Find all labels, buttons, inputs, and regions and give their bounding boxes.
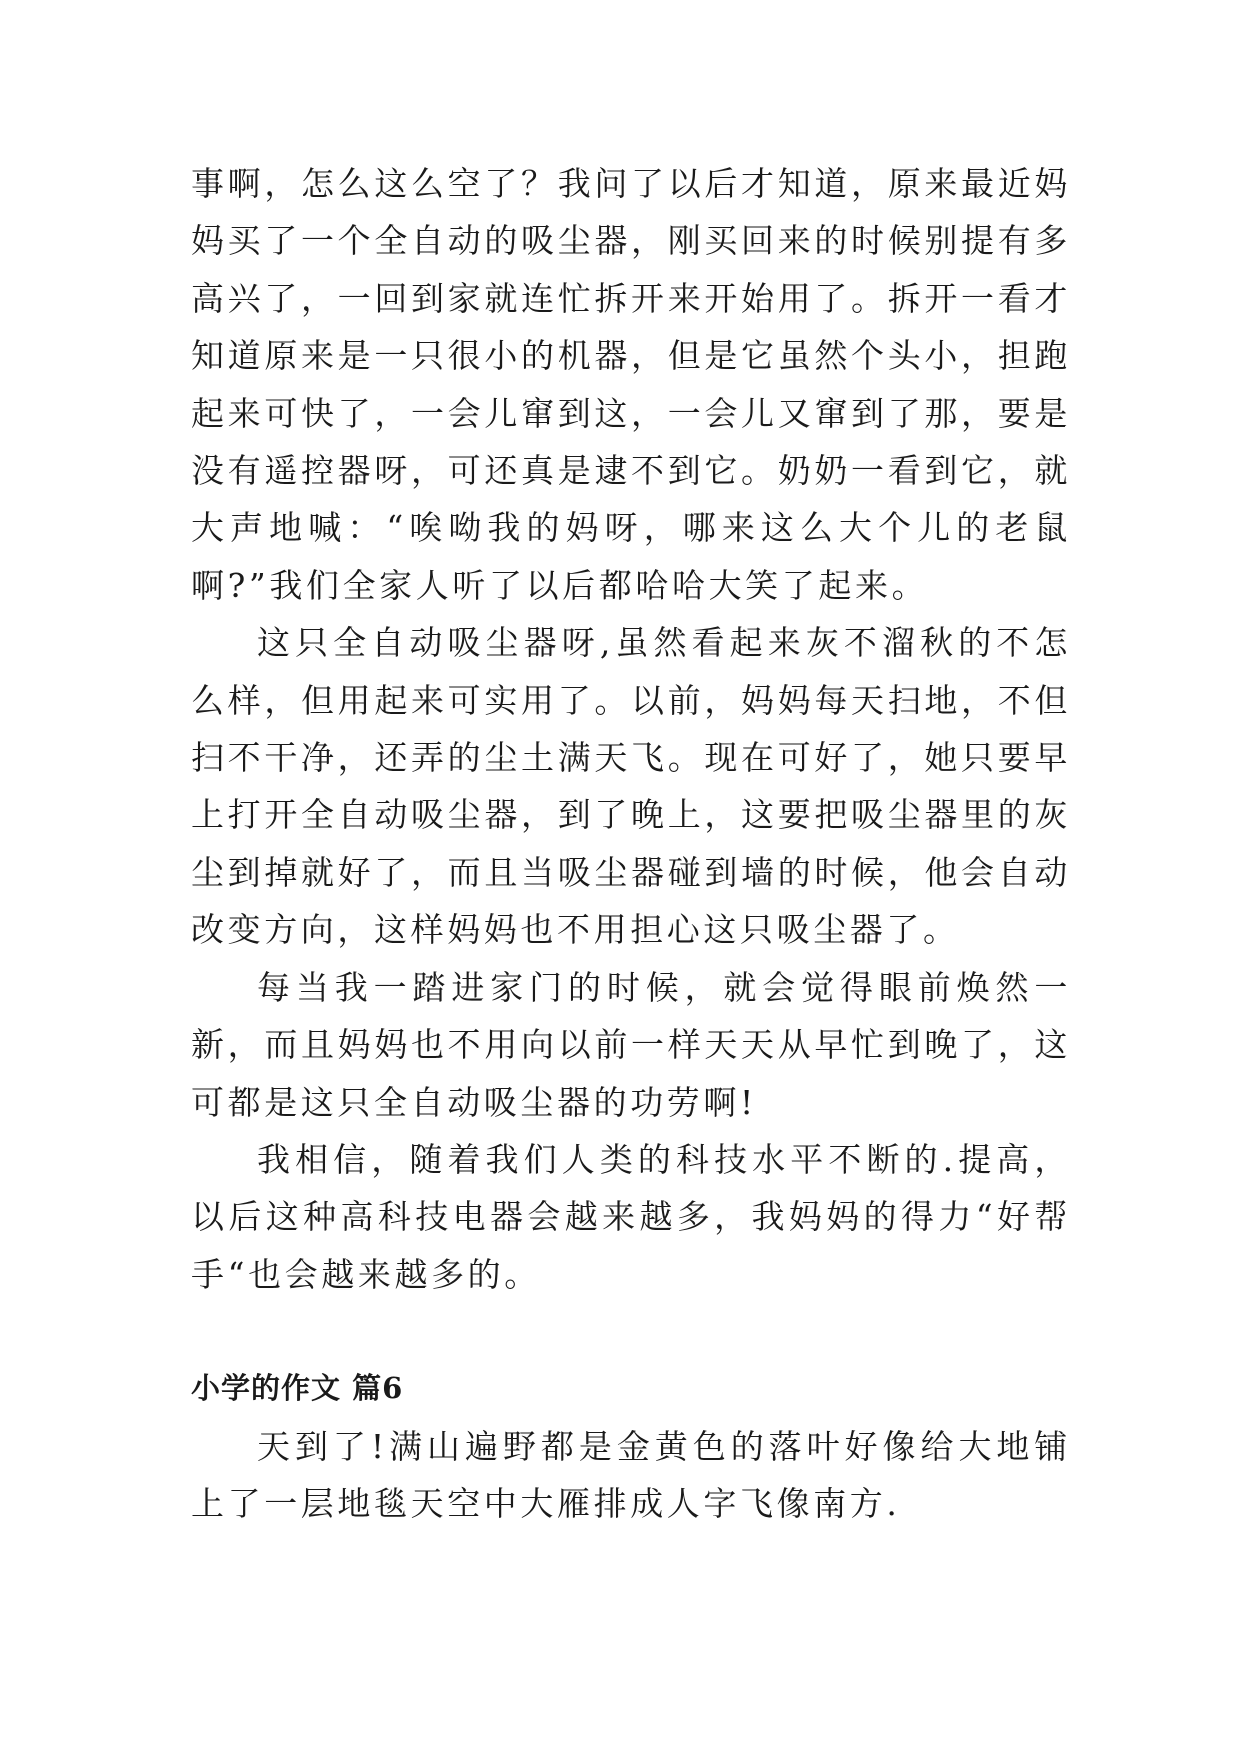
paragraph-4: 我相信，随着我们人类的科技水平不断的.提高，以后这种高科技电器会越来越多，我妈妈的得力“好帮手“也会越来越多的。 [191, 1139, 1071, 1294]
paragraph-1: 事啊，怎么这么空了？我问了以后才知道，原来最近妈妈买了一个全自动的吸尘器，刚买回来的时候别提有多高兴了，一回到家就连忙拆开来开始用了。拆开一看才知道原来是一只很小的机器，但是它虽然个头小，担跑起来可快了，一会儿窜到这，一会儿又窜到了那，要是没有遥控器呀，可还真是逮不到它。奶奶一看到它，就大声地喊：“唉呦我的妈呀，哪来这么大个儿的老鼠啊?”我们全家人听了以后都哈哈大笑了起来。 [191, 164, 1071, 605]
paragraph-2: 这只全自动吸尘器呀,虽然看起来灰不溜秋的不怎么样，但用起来可实用了。以前，妈妈每天扫地，不但扫不干净，还弄的尘土满天飞。现在可好了，她只要早上打开全自动吸尘器，到了晚上，这要把吸尘器里的灰尘到掉就好了，而且当吸尘器碰到墙的时候，他会自动改变方向，这样妈妈也不用担心这只吸尘器了。 [191, 623, 1071, 950]
paragraph-5: 天到了!满山遍野都是金黄色的落叶好像给大地铺上了一层地毯天空中大雁排成人字飞像南方. [191, 1426, 1071, 1523]
document-page [191, 155, 1071, 1532]
paragraph-3: 每当我一踏进家门的时候，就会觉得眼前焕然一新，而且妈妈也不用向以前一样天天从早忙到晚了，这可都是这只全自动吸尘器的功劳啊! [191, 967, 1071, 1122]
section-title: 小学的作文 篇6 [191, 1371, 404, 1406]
section-spacer [191, 1303, 1071, 1360]
